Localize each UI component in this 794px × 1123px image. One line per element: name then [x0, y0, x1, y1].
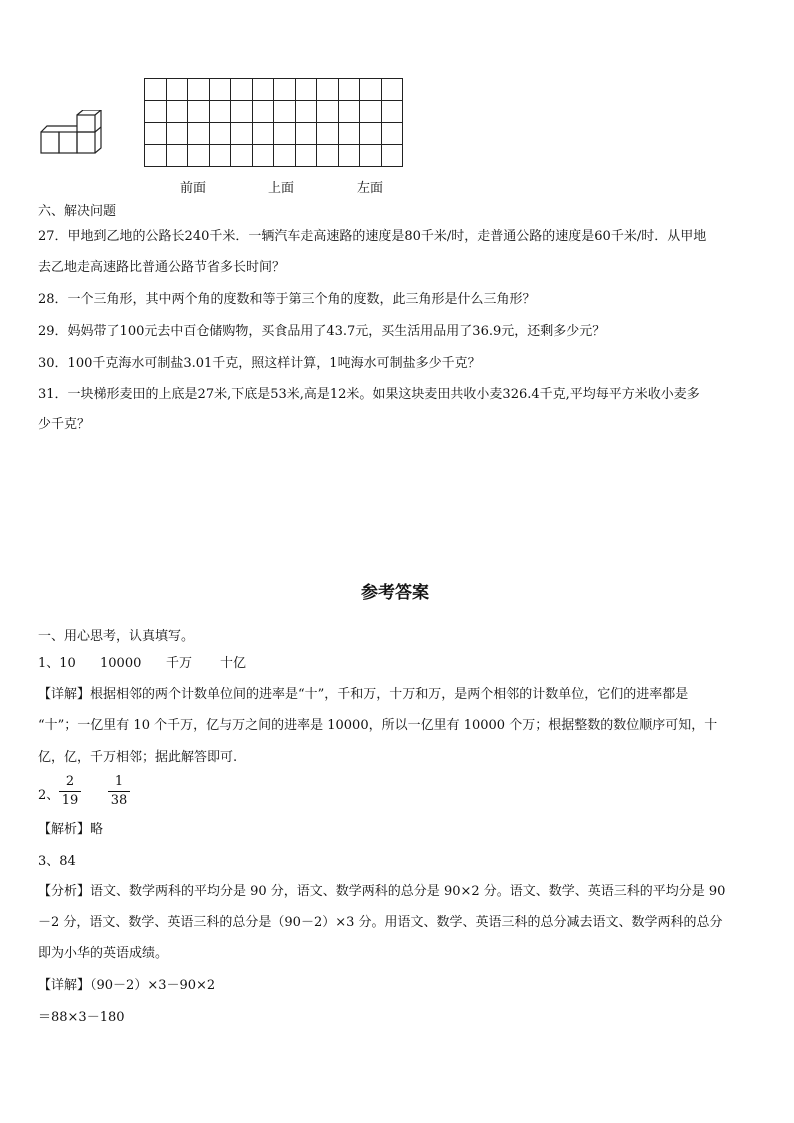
answer-2-fraction-2 [108, 774, 130, 809]
answer-2-fraction-1 [59, 774, 81, 809]
answers-title: 参考答案 [361, 583, 429, 603]
question-27-line2: 去乙地走高速路比普通公路节省多长时间？ [38, 260, 286, 275]
question-30: 30．100千克海水可制盐3.01千克，照这样计算，1吨海水可制盐多少千克？ [38, 356, 481, 371]
answer-3-number: 3、84 [38, 854, 76, 869]
answer-3-detail-line1: 【详解】（90－2）×3－90×2 [38, 978, 216, 993]
fraction-denominator: 19 [61, 793, 79, 808]
answer-3-detail-line2: ＝88×3－180 [38, 1010, 125, 1025]
part1-heading: 一、用心思考，认真填写。 [38, 629, 195, 644]
drawing-grid [144, 78, 403, 167]
answer-1-detail-line1: 【详解】根据相邻的两个计数单位间的进率是“十”，千和万，十万和万，是两个相邻的计数单位，它们的进率都是 [38, 687, 689, 702]
answer-3-analysis-line3: 即为小华的英语成绩。 [38, 946, 169, 961]
label-top-view: 上面 [268, 181, 295, 196]
cube-stack-figure [38, 110, 108, 156]
label-left-view: 左面 [357, 181, 384, 196]
question-31-line2: 少千克？ [38, 417, 91, 432]
fraction-bar [59, 791, 81, 792]
answer-3-analysis-line1: 【分析】语文、数学两科的平均分是 90 分，语文、数学两科的总分是 90×2 分。语文、数学、英语三科的平均分是 90 [38, 884, 726, 899]
answer-1-value-2: 10000 [100, 656, 142, 671]
answer-1-number: 1、10 [38, 656, 76, 671]
answer-1-detail-line2: “十”；一亿里有 10 个千万，亿与万之间的进率是 10000，所以一亿里有 10000 个万；根据整数的数位顺序可知，十 [38, 718, 718, 733]
answer-3-analysis-line2: －2 分，语文、数学、英语三科的总分是（90－2）×3 分。用语文、数学、英语三科的总分减去语文、数学两科的总分 [38, 915, 723, 930]
fraction-bar [108, 791, 130, 792]
question-31-line1: 31．一块梯形麦田的上底是27米,下底是53米,高是12米。如果这块麦田共收小麦326.4千克,平均每平方米收小麦多 [38, 387, 700, 402]
question-28: 28．一个三角形，其中两个角的度数和等于第三个角的度数，此三角形是什么三角形？ [38, 292, 536, 307]
question-27-line1: 27．甲地到乙地的公路长240千米．一辆汽车走高速路的速度是80千米/时，走普通公路的速度是60千米/时．从甲地 [38, 229, 707, 244]
fraction-numerator: 2 [65, 774, 75, 789]
section-heading: 六、解决问题 [38, 204, 117, 219]
answer-1-value-3: 千万 [166, 656, 193, 671]
answer-1-detail-line3: 亿，亿，千万相邻；据此解答即可. [38, 750, 238, 765]
answer-1-value-4: 十亿 [220, 656, 247, 671]
question-29: 29．妈妈带了100元去中百仓储购物，买食品用了43.7元，买生活用品用了36.9元，还剩多少元？ [38, 324, 606, 339]
answer-2-number: 2、 [38, 788, 60, 803]
answer-2-analysis: 【解析】略 [38, 822, 104, 837]
fraction-numerator: 1 [114, 774, 124, 789]
label-front-view: 前面 [180, 181, 207, 196]
fraction-denominator: 38 [110, 793, 128, 808]
